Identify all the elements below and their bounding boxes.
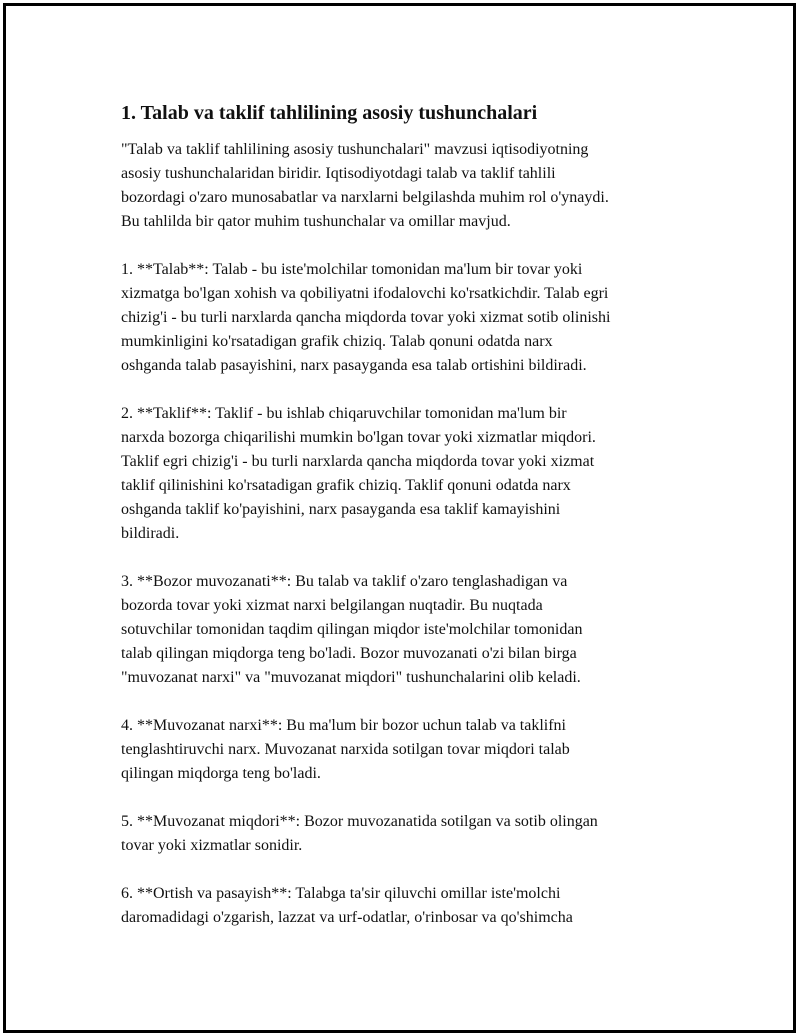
text-line: 3. **Bozor muvozanati**: Bu talab va taklif o'zaro tenglashadigan va — [121, 573, 568, 590]
text-line: tenglashtiruvchi narx. Muvozanat narxida sotilgan tovar miqdori talab — [121, 741, 570, 758]
text-line: oshganda taklif ko'payishini, narx pasayganda esa taklif kamayishini — [121, 501, 561, 518]
text-line: narxda bozorga chiqarilishi mumkin bo'lgan tovar yoki xizmatlar miqdori. — [121, 429, 596, 446]
text-line: Bu tahlilda bir qator muhim tushunchalar va omillar mavjud. — [121, 213, 511, 230]
text-line: chizig'i - bu turli narxlarda qancha miqdorda tovar yoki xizmat sotib olinishi — [121, 309, 611, 326]
text-line: taklif qilinishini ko'rsatadigan grafik chiziq. Taklif qonuni odatda narx — [121, 477, 571, 494]
text-line: sotuvchilar tomonidan taqdim qilingan miqdor iste'molchilar tomonidan — [121, 621, 583, 638]
page-frame — [3, 3, 796, 1033]
bozor-muvozanati-paragraph — [121, 570, 681, 690]
text-line: talab qilingan miqdorga teng bo'ladi. Bozor muvozanati o'zi bilan birga — [121, 645, 577, 662]
text-line: daromadidagi o'zgarish, lazzat va urf-odatlar, o'rinbosar va qo'shimcha — [121, 909, 573, 926]
muvozanat-narxi-paragraph — [121, 714, 681, 786]
text-line: qilingan miqdorga teng bo'ladi. — [121, 765, 321, 782]
section-heading: 1. Talab va taklif tahlilining asosiy tushunchalari — [121, 102, 538, 124]
ortish-pasayish-paragraph — [121, 882, 681, 930]
text-line: 4. **Muvozanat narxi**: Bu ma'lum bir bozor uchun talab va taklifni — [121, 717, 566, 734]
text-line: 2. **Taklif**: Taklif - bu ishlab chiqaruvchilar tomonidan ma'lum bir — [121, 405, 567, 422]
text-line: 1. **Talab**: Talab - bu iste'molchilar tomonidan ma'lum bir tovar yoki — [121, 261, 583, 278]
talab-paragraph — [121, 258, 681, 378]
document-body — [121, 101, 681, 930]
text-line: 5. **Muvozanat miqdori**: Bozor muvozanatida sotilgan va sotib olingan — [121, 813, 598, 830]
text-line: tovar yoki xizmatlar sonidir. — [121, 837, 303, 854]
text-line: oshganda talab pasayishini, narx pasayganda esa talab ortishini bildiradi. — [121, 357, 587, 374]
text-line: bozorda tovar yoki xizmat narxi belgilangan nuqtadir. Bu nuqtada — [121, 597, 543, 614]
text-line: 6. **Ortish va pasayish**: Talabga ta'sir qiluvchi omillar iste'molchi — [121, 885, 561, 902]
text-line: mumkinligini ko'rsatadigan grafik chiziq. Talab qonuni odatda narx — [121, 333, 553, 350]
text-line: Taklif egri chizig'i - bu turli narxlarda qancha miqdorda tovar yoki xizmat — [121, 453, 595, 470]
text-line: bildiradi. — [121, 525, 180, 542]
text-line: asosiy tushunchalaridan biridir. Iqtisodiyotdagi talab va taklif tahlili — [121, 165, 556, 182]
text-line: "Talab va taklif tahlilining asosiy tushunchalari" mavzusi iqtisodiyotning — [121, 141, 589, 158]
text-line: bozordagi o'zaro munosabatlar va narxlarni belgilashda muhim rol o'ynaydi. — [121, 189, 609, 206]
intro-paragraph — [121, 138, 681, 234]
taklif-paragraph — [121, 402, 681, 546]
text-line: "muvozanat narxi" va "muvozanat miqdori" tushunchalarini olib keladi. — [121, 669, 581, 686]
muvozanat-miqdori-paragraph — [121, 810, 681, 858]
text-line: xizmatga bo'lgan xohish va qobiliyatni ifodalovchi ko'rsatkichdir. Talab egri — [121, 285, 609, 302]
